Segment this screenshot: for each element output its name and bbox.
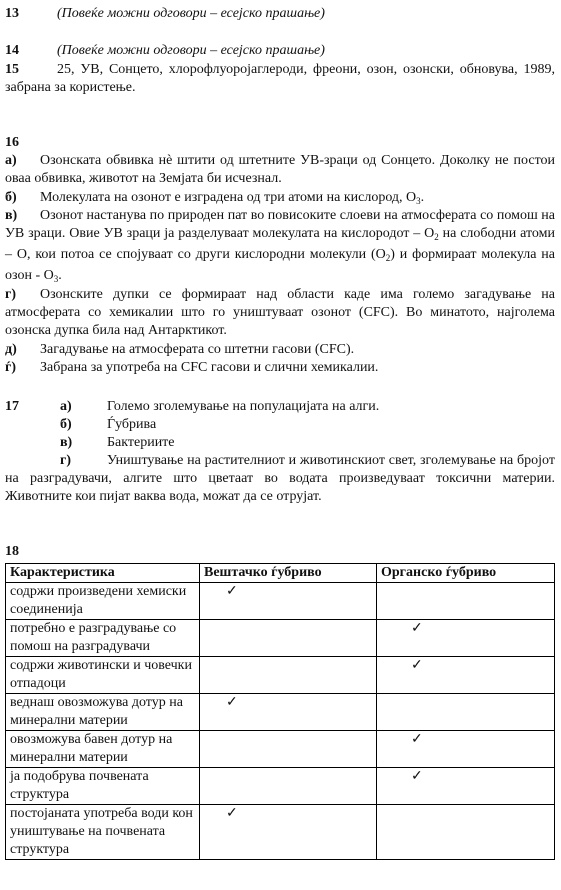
characteristic-cell: потребно е разградување со помош на разградувачи <box>6 620 200 657</box>
characteristic-cell: ја подобрува почвената структура <box>6 768 200 805</box>
question-14-number: 14 <box>5 43 19 58</box>
question-17-number: 17 <box>5 399 19 414</box>
table-row <box>6 583 555 620</box>
q16-item-g-text: Озонските дупки се формираат над области каде има големо загадување на атмосферата со хемикалии што го уништуваат озонот (CFC). Во минатото, најголема озонска дупка била над Антарктикот. <box>5 287 555 338</box>
question-15-answer <box>5 61 555 97</box>
organic-fertilizer-cell <box>377 620 555 657</box>
checkmark-icon: ✓ <box>226 695 238 710</box>
checkmark-icon: ✓ <box>411 732 423 747</box>
organic-fertilizer-cell <box>377 694 555 731</box>
question-15-text: 25, УВ, Сонцето, хлорофлуоројаглероди, фреони, озон, озонски, обновува, 1989, забрана за користење. <box>5 62 555 95</box>
q17-item-v-text: Бактериите <box>107 435 175 450</box>
table-header-row <box>6 564 555 583</box>
table-row <box>6 694 555 731</box>
question-14-note: (Повеќе можни одговори – есејско прашање) <box>57 43 325 58</box>
q16-item-gj <box>5 359 555 377</box>
q16-item-d-text: Загадување на атмосферата со штетни гасови (CFC). <box>40 342 355 357</box>
q16-item-b: б) Молекулата на озонот е изградена од три атоми на кислород, $O_3$. <box>5 190 425 206</box>
q16-item-g <box>5 286 555 340</box>
q16-item-gj-label: ѓ) <box>5 360 17 375</box>
artificial-fertilizer-cell <box>200 620 377 657</box>
artificial-fertilizer-cell <box>200 768 377 805</box>
organic-fertilizer-cell <box>377 583 555 620</box>
fertilizer-comparison-table <box>5 563 555 860</box>
characteristic-cell: постојаната употреба води кон уништување на почвената структура <box>6 805 200 860</box>
q16-item-b-label: б) <box>5 190 17 205</box>
checkmark-icon: ✓ <box>411 621 423 636</box>
organic-fertilizer-cell <box>377 731 555 768</box>
characteristic-cell: овозможува бавен дотур на минерални материи <box>6 731 200 768</box>
question-16-number: 16 <box>5 135 19 150</box>
q17-item-a-text: Големо зголемување на популацијата на алги. <box>107 399 380 414</box>
organic-fertilizer-cell <box>377 805 555 860</box>
artificial-fertilizer-cell <box>200 731 377 768</box>
question-15-number: 15 <box>5 62 19 77</box>
q17-item-g-label: г) <box>60 453 72 468</box>
header-organic-fertilizer: Органско ѓубриво <box>377 564 555 583</box>
characteristic-cell: содржи животински и човечки отпадоци <box>6 657 200 694</box>
characteristic-cell: веднаш овозможува дотур на минерални материи <box>6 694 200 731</box>
table-row <box>6 657 555 694</box>
q16-item-d-label: д) <box>5 342 17 357</box>
q16-item-g-label: г) <box>5 287 17 302</box>
q17-item-g-text: Уништување на растителниот и животинскиот свет, зголемување на бројот на разградувачи, алгите што цветаат во водата произведуваат токсични материи. Животните кои пијат ваква вода, можат да се отрујат. <box>5 453 555 504</box>
q16-item-d <box>5 341 555 359</box>
checkmark-icon: ✓ <box>411 658 423 673</box>
artificial-fertilizer-cell <box>200 805 377 860</box>
q17-item-v-label: в) <box>60 435 73 450</box>
table-row <box>6 731 555 768</box>
q16-item-v: в) Озонот настанува по природен пат во повисоките слоеви на атмосферата со помош на УВ зраци. Овие УВ зраци ја разделуваат молекулата на кислородот – $O_2$ на слободни атоми – O, кои потоа се спојуваат со други кислородни молекули $(O_2)$ и формираат молекула на озон - $O_3$. <box>5 208 555 284</box>
q16-item-v-label: в) <box>5 208 18 223</box>
table-row <box>6 768 555 805</box>
characteristic-cell: содржи произведени хемиски соединенија <box>6 583 200 620</box>
q16-item-v-text: Озонот настанува по природен пат во повисоките слоеви на атмосферата со помош на УВ зраци. Овие УВ зраци ја разделуваат молекулата на кислородот – O <box>5 208 555 241</box>
q17-item-g <box>5 452 555 506</box>
artificial-fertilizer-cell <box>200 657 377 694</box>
q16-item-a-text: Озонската обвивка нè штити од штетните УВ-зраци од Сонцето. Доколку не постои оваа обвивка, животот на Земјата би исчезнал. <box>5 153 555 186</box>
question-13-number: 13 <box>5 6 19 21</box>
checkmark-icon: ✓ <box>226 806 238 821</box>
q17-item-b-text: Ѓубрива <box>107 417 157 432</box>
q16-item-a <box>5 152 555 188</box>
q16-item-a-label: а) <box>5 153 17 168</box>
artificial-fertilizer-cell <box>200 583 377 620</box>
artificial-fertilizer-cell <box>200 694 377 731</box>
q16-item-b-text: Молекулата на озонот е изградена од три атоми на кислород, O <box>40 190 417 205</box>
table-row <box>6 620 555 657</box>
question-18-number: 18 <box>5 544 19 559</box>
header-artificial-fertilizer: Вештачко ѓубриво <box>200 564 377 583</box>
header-characteristic: Карактеристика <box>6 564 200 583</box>
table-row <box>6 805 555 860</box>
checkmark-icon: ✓ <box>226 584 238 599</box>
checkmark-icon: ✓ <box>411 769 423 784</box>
q16-item-gj-text: Забрана за употреба на CFC гасови и слични хемикалии. <box>40 360 379 375</box>
organic-fertilizer-cell <box>377 657 555 694</box>
q17-item-a-label: а) <box>60 399 72 414</box>
question-13-note: (Повеќе можни одговори – есејско прашање) <box>57 6 325 21</box>
organic-fertilizer-cell <box>377 768 555 805</box>
q17-item-b-label: б) <box>60 417 72 432</box>
